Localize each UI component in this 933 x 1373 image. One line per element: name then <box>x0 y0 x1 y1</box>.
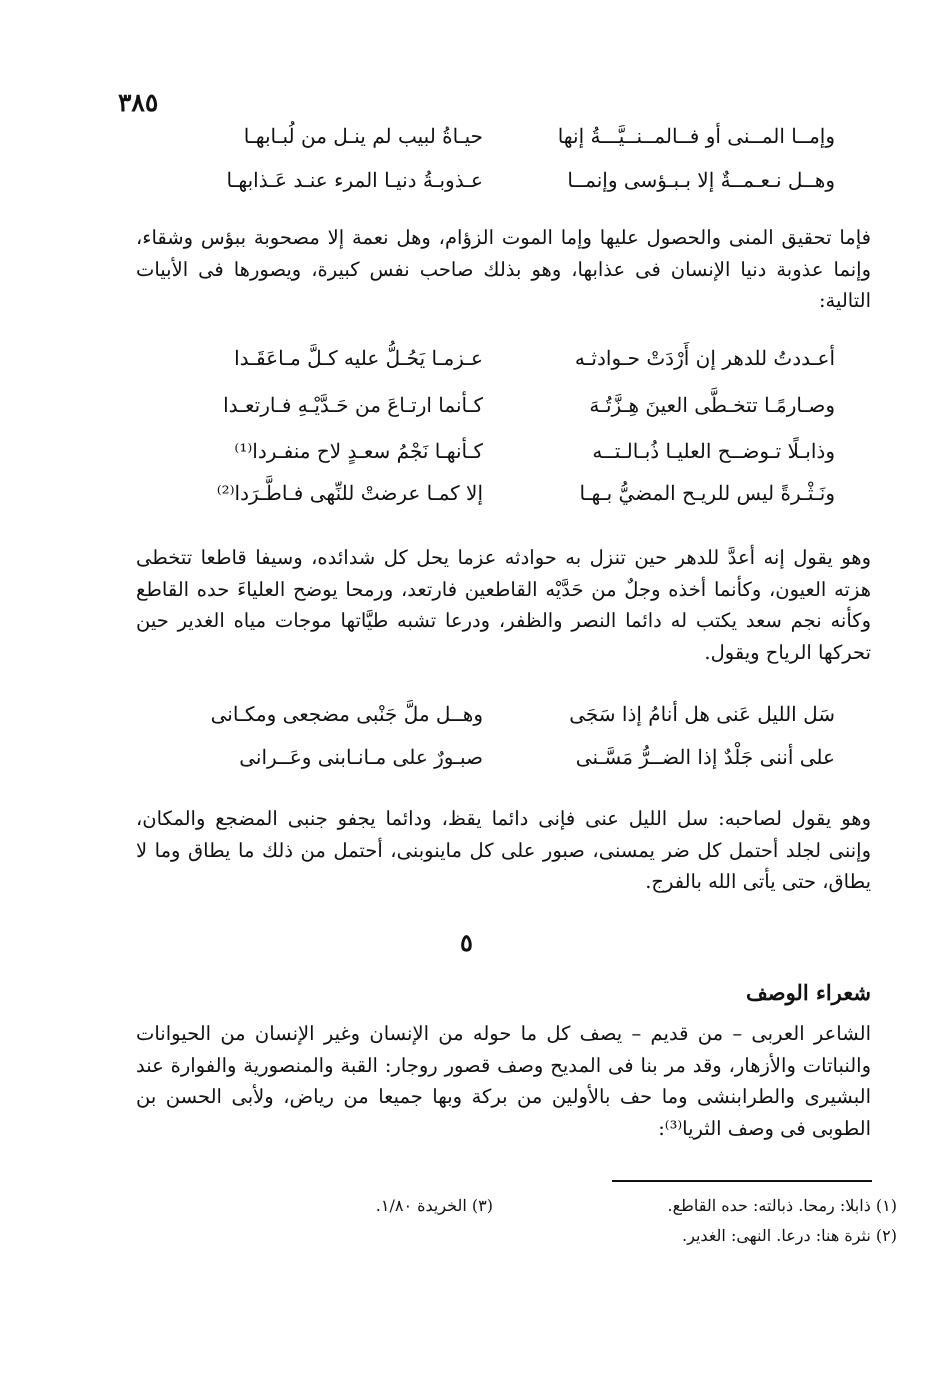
footnote-3: (٣) الخريدة ١/٨٠. <box>375 1196 493 1215</box>
commentary-paragraph: وهو يقول إنه أعدَّ للدهر حين تنزل به حوادثه عزما يحل كل شدائده، وسيفا قاطعا تتخطى هزته العيون، وكأنما أخذه وجلٌ من حَدَّيْه القاطعين فارتعد، ورمحا يوضح العلياءَ حده القاطع وكأنه نجم سعد يكتب له دائما النصر والظفر، ودرعا تشبه طيَّاتها موجات مياه الغدير حين تحركها الرياح ويقول. <box>136 546 871 664</box>
verse-first-hemistich: سَل الليل عَنى هل أنامُ إذا سَجَى <box>569 702 835 726</box>
verse-second-hemistich: وهــل ملَّ جَنْبى مضجعى ومكـانى <box>210 702 483 726</box>
verse-second-hemistich: إلا كمـا عرضتْ للنِّهى فـاطَّـرَدا⁽²⁾ <box>216 481 483 505</box>
commentary-paragraph: وهو يقول لصاحبه: سل الليل عنى فإنى دائما يقظ، ودائما يجفو جنبى المضجع والمكان، وإننى لجلد أحتمل كل ضر يمسنى، صبور على كل ماينوبنى، أحتمل من ذلك ما يطاق وما لا يطاق، حتى يأتى الله بالفرج. <box>136 807 871 893</box>
footnote-1: (١) ذابلا: رمحا. ذبالته: حده القاطع. <box>667 1196 897 1215</box>
verse-line <box>0 702 933 742</box>
verse-second-hemistich: عـزمـا يَحُـلُّ عليه كـلَّ مـاعَقَـدا <box>234 346 483 370</box>
verse-first-hemistich: وهــل نـعـمــةٌ إلا بـبـؤسى وإنمــا <box>567 168 835 192</box>
verse-line <box>0 745 933 785</box>
verse-first-hemistich: وصـارمًـا تتخـطَّى العينَ هِـزَّتُـهَ <box>589 393 835 417</box>
commentary-paragraph: فإما تحقيق المنى والحصول عليها وإما الموت الزؤام، وهل نعمة إلا مصحوبة ببؤس وشقاء، وإنما عذوبة دنيا الإنسان فى عذابها، وهو بذلك صاحب نفس كبيرة، ويصورها فى الأبيات التالية: <box>136 226 871 312</box>
footnote-2: (٢) نثرة هنا: درعا. النهى: الغدير. <box>682 1226 897 1245</box>
page-number: ٣٨٥ <box>118 88 159 117</box>
footnote-divider <box>612 1180 872 1182</box>
verse-line <box>0 481 933 521</box>
section-number: ٥ <box>460 928 473 957</box>
verse-line <box>0 393 933 433</box>
verse-line <box>0 346 933 386</box>
verse-first-hemistich: وذابـلًا تـوضــح العليـا ذُبـالـتــه <box>592 439 835 463</box>
verse-second-hemistich: حيـاةُ لبيب لم ينـل من لُبـابهـا <box>243 124 483 148</box>
verse-line <box>0 439 933 479</box>
verse-second-hemistich: كـأنهـا نَجْمُ سعـدٍ لاح منفـردا⁽¹⁾ <box>234 439 483 463</box>
verse-first-hemistich: وإمــا المــنى أو فــالمــنــيَّـــةُ إنها <box>557 124 835 148</box>
verse-second-hemistich: صبـورٌ على مـانـابنى وعَــرانى <box>239 745 483 769</box>
verse-line <box>0 168 933 208</box>
verse-line <box>0 124 933 164</box>
verse-first-hemistich: أعـددتُ للدهر إن أَرْدَتْ حـوادثـه <box>574 346 835 370</box>
body-paragraph: الشاعر العربى – من قديم – يصف كل ما حوله من الإنسان وغير الإنسان من الحيوانات والنباتات والأزهار، وقد مر بنا فى المديح وصف قصور روجار: القبة والمنصورية والفوارة عند البشيرى والطرابنشى وما حف بالأولين من بركة وبها جميعا من رياض، ولأبى الحسن بن الطوبى فى وصف الثريا⁽³⁾: <box>136 1022 871 1140</box>
verse-first-hemistich: ونَـثْـرةً ليس للريـح المضيُّ بـهـا <box>579 481 835 505</box>
verse-second-hemistich: عـذوبـةُ دنيـا المرء عنـد عَـذابهـا <box>226 168 483 192</box>
section-heading: شعراء الوصف <box>746 980 871 1005</box>
verse-first-hemistich: على أننى جَلْدٌ إذا الضــرُّ مَسَّـنى <box>575 745 835 769</box>
verse-second-hemistich: كـأنما ارتـاعَ من حَـدَّيْـهِ فـارتعـدا <box>223 393 483 417</box>
